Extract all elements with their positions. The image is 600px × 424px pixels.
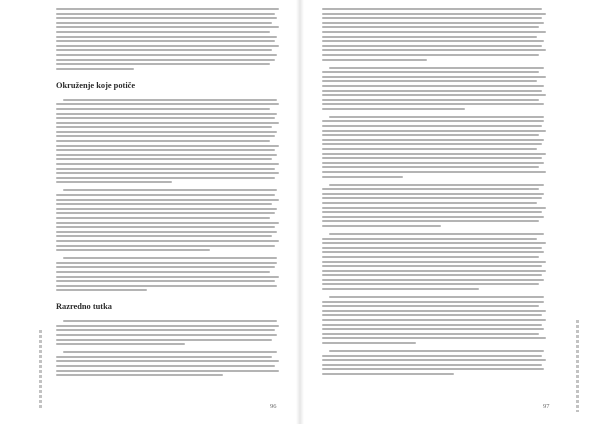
text-line — [322, 40, 544, 42]
text-line — [56, 36, 277, 38]
left-paragraph-5 — [56, 320, 279, 345]
text-line — [322, 238, 537, 240]
text-line — [56, 235, 272, 237]
section-heading-classroom: Razredno tutka — [56, 302, 112, 312]
text-line — [56, 108, 270, 110]
text-line — [322, 256, 539, 258]
text-line — [56, 266, 275, 268]
text-line — [322, 76, 546, 78]
text-line — [56, 63, 270, 65]
text-line — [56, 40, 275, 42]
right-running-title — [576, 320, 579, 412]
right-paragraph-7 — [322, 350, 546, 375]
text-line — [56, 126, 272, 128]
text-line — [322, 90, 542, 92]
text-line — [56, 140, 270, 142]
text-line — [322, 54, 539, 56]
text-line — [322, 342, 416, 344]
text-line — [56, 172, 279, 174]
text-line — [322, 216, 544, 218]
text-line — [56, 131, 277, 133]
text-line — [56, 334, 277, 336]
text-line — [56, 360, 279, 362]
text-line — [56, 374, 223, 376]
text-line — [56, 199, 279, 201]
text-line — [322, 71, 539, 73]
text-line — [56, 245, 275, 247]
text-line — [56, 370, 279, 372]
text-line — [322, 49, 546, 51]
text-line — [329, 116, 544, 118]
text-line — [322, 85, 544, 87]
left-running-title — [39, 330, 42, 410]
text-line — [322, 319, 546, 321]
text-line — [322, 251, 544, 253]
text-line — [56, 325, 279, 327]
text-line — [322, 162, 544, 164]
right-paragraph-4 — [322, 184, 546, 227]
text-line — [322, 310, 546, 312]
text-line — [322, 22, 544, 24]
text-line — [322, 288, 479, 290]
text-line — [322, 188, 539, 190]
left-paragraph-6 — [56, 351, 279, 376]
text-line — [322, 337, 546, 339]
text-line — [56, 8, 279, 10]
text-line — [322, 220, 539, 222]
text-line — [329, 184, 544, 186]
text-line — [56, 135, 275, 137]
text-line — [322, 17, 542, 19]
text-line — [56, 154, 277, 156]
text-line — [56, 13, 275, 15]
right-paragraph-3 — [322, 116, 546, 178]
text-line — [322, 125, 542, 127]
text-line — [322, 143, 542, 145]
text-line — [322, 103, 544, 105]
text-line — [56, 68, 134, 70]
text-line — [322, 130, 546, 132]
text-line — [56, 208, 277, 210]
text-line — [322, 148, 537, 150]
text-line — [56, 339, 272, 341]
text-line — [322, 45, 542, 47]
text-line — [322, 333, 539, 335]
text-line — [63, 257, 277, 259]
text-line — [322, 368, 544, 370]
text-line — [56, 149, 275, 151]
text-line — [322, 139, 544, 141]
text-line — [322, 8, 542, 10]
text-line — [322, 211, 542, 213]
text-line — [56, 329, 275, 331]
text-line — [329, 350, 544, 352]
text-line — [322, 94, 546, 96]
text-line — [322, 270, 546, 272]
text-line — [322, 261, 546, 263]
text-line — [322, 80, 537, 82]
text-line — [56, 276, 279, 278]
text-line — [322, 197, 542, 199]
text-line — [56, 212, 275, 214]
text-line — [56, 26, 279, 28]
text-line — [56, 343, 185, 345]
text-line — [56, 54, 277, 56]
left-paragraph-2 — [56, 99, 279, 184]
text-line — [56, 226, 275, 228]
text-line — [56, 49, 272, 51]
text-line — [322, 207, 546, 209]
text-line — [56, 103, 279, 105]
text-line — [322, 99, 539, 101]
text-line — [322, 59, 427, 61]
text-line — [56, 22, 272, 24]
text-line — [56, 365, 275, 367]
text-line — [322, 314, 542, 316]
text-line — [56, 122, 279, 124]
right-page — [300, 0, 600, 424]
text-line — [56, 59, 275, 61]
text-line — [56, 113, 277, 115]
text-line — [322, 120, 544, 122]
text-line — [322, 166, 539, 168]
text-line — [56, 163, 279, 165]
right-paragraph-5 — [322, 233, 546, 290]
right-paragraph-1 — [322, 8, 546, 61]
text-line — [322, 301, 544, 303]
left-paragraph-3 — [56, 189, 279, 251]
text-line — [322, 134, 539, 136]
text-line — [329, 233, 544, 235]
text-line — [322, 359, 546, 361]
text-line — [322, 26, 539, 28]
text-line — [56, 17, 277, 19]
text-line — [322, 157, 542, 159]
text-line — [322, 328, 544, 330]
text-line — [322, 283, 539, 285]
left-paragraph-4 — [56, 257, 279, 291]
text-line — [322, 242, 546, 244]
text-line — [56, 194, 275, 196]
text-line — [322, 324, 542, 326]
text-line — [63, 189, 277, 191]
text-line — [56, 31, 270, 33]
text-line — [56, 271, 270, 273]
section-heading-supportive-environment: Okruženje koje potiče — [56, 80, 136, 90]
text-line — [322, 373, 454, 375]
right-paragraph-6 — [322, 296, 546, 344]
left-text-column — [56, 8, 279, 379]
left-paragraph-1 — [56, 8, 279, 70]
text-line — [56, 285, 277, 287]
text-line — [63, 99, 277, 101]
text-line — [56, 203, 272, 205]
text-line — [56, 222, 279, 224]
text-line — [322, 265, 542, 267]
text-line — [56, 145, 279, 147]
text-line — [322, 13, 546, 15]
text-line — [56, 240, 279, 242]
text-line — [63, 351, 277, 353]
text-line — [56, 168, 275, 170]
text-line — [322, 364, 542, 366]
text-line — [56, 217, 270, 219]
text-line — [322, 279, 544, 281]
text-line — [56, 158, 272, 160]
text-line — [56, 231, 277, 233]
right-page-number: 97 — [543, 403, 550, 410]
text-line — [322, 36, 537, 38]
text-line — [329, 296, 544, 298]
text-line — [322, 153, 546, 155]
text-line — [63, 320, 277, 322]
left-page-number: 96 — [270, 403, 277, 410]
text-line — [322, 202, 537, 204]
text-line — [56, 289, 147, 291]
text-line — [56, 262, 277, 264]
text-line — [322, 193, 544, 195]
text-line — [322, 225, 441, 227]
text-line — [322, 176, 403, 178]
text-line — [56, 177, 275, 179]
text-line — [329, 67, 544, 69]
text-line — [322, 247, 542, 249]
text-line — [322, 274, 542, 276]
right-paragraph-2 — [322, 67, 546, 110]
text-line — [56, 356, 272, 358]
text-line — [322, 31, 546, 33]
right-text-column — [322, 8, 546, 378]
text-line — [322, 305, 539, 307]
text-line — [56, 117, 275, 119]
text-line — [56, 181, 172, 183]
text-line — [56, 45, 279, 47]
text-line — [56, 280, 275, 282]
text-line — [322, 355, 542, 357]
text-line — [56, 249, 210, 251]
text-line — [322, 171, 546, 173]
text-line — [322, 108, 465, 110]
